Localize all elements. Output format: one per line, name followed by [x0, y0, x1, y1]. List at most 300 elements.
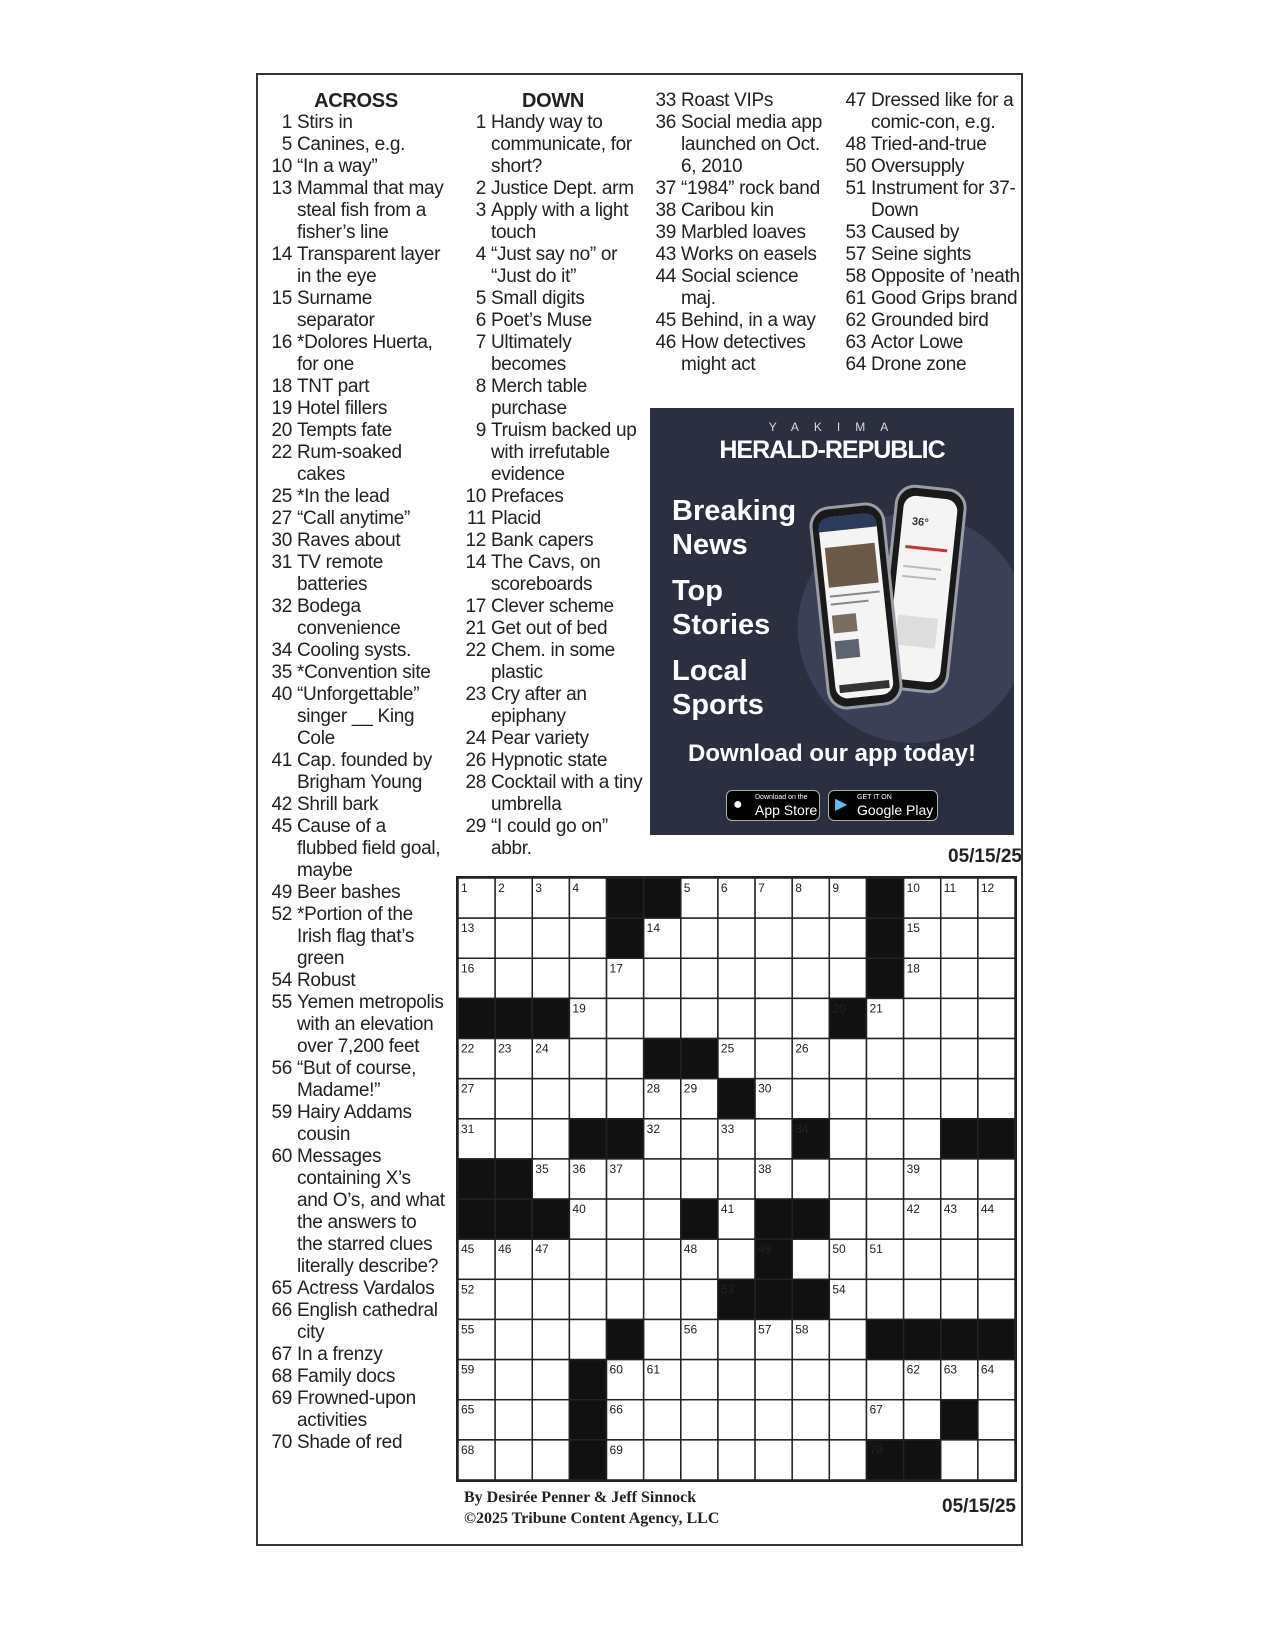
grid-cell[interactable]: [755, 958, 792, 998]
clue-text: Placid: [491, 508, 541, 529]
grid-cell[interactable]: [755, 1440, 792, 1480]
clue-item: [266, 904, 446, 970]
grid-cell[interactable]: [829, 1159, 866, 1199]
clue-item: [458, 552, 648, 596]
grid-cell[interactable]: [644, 1440, 681, 1480]
grid-cell[interactable]: [718, 1360, 755, 1400]
grid-cell[interactable]: [532, 1279, 569, 1319]
clue-text: Cooling systs.: [297, 640, 412, 661]
clue-text: Get out of bed: [491, 618, 608, 639]
grid-cell[interactable]: [866, 1279, 903, 1319]
grid-cell[interactable]: [607, 1079, 644, 1119]
grid-cell[interactable]: [569, 1039, 606, 1079]
grid-cell[interactable]: [644, 1279, 681, 1319]
grid-cell[interactable]: [718, 1400, 755, 1440]
clue-number: 1: [281, 112, 292, 133]
grid-cell[interactable]: [866, 1039, 903, 1079]
clue-text: “In a way”: [297, 156, 378, 177]
ad-tagline-top-stories: [672, 574, 812, 642]
grid-cell[interactable]: [829, 1400, 866, 1440]
phone-weather-temp: 36°: [911, 515, 930, 530]
clue-number: 14: [465, 552, 486, 573]
grid-cell[interactable]: [978, 1440, 1015, 1480]
crossword-grid-svg[interactable]: [458, 878, 1015, 1480]
grid-cell[interactable]: [532, 1360, 569, 1400]
grid-cell[interactable]: [866, 1079, 903, 1119]
clue-number: 13: [271, 178, 292, 199]
grid-block: [569, 1119, 606, 1159]
clue-item: [266, 332, 446, 376]
clue-item: [838, 134, 1023, 156]
grid-cell-number: 13: [461, 921, 475, 936]
grid-cell-number: 10: [906, 881, 920, 895]
grid-cell[interactable]: [941, 1039, 978, 1079]
grid-cell[interactable]: [644, 1159, 681, 1199]
grid-cell[interactable]: [532, 1319, 569, 1359]
grid-cell[interactable]: [681, 1440, 718, 1480]
clue-number: 34: [271, 640, 292, 661]
clue-text: Grounded bird: [871, 310, 989, 331]
grid-cell[interactable]: [792, 998, 829, 1038]
clue-item: [648, 266, 833, 310]
grid-cell[interactable]: [941, 1079, 978, 1119]
grid-cell[interactable]: [792, 1440, 829, 1480]
grid-cell[interactable]: [569, 1079, 606, 1119]
grid-cell-number: 61: [646, 1362, 661, 1377]
grid-cell[interactable]: [681, 998, 718, 1038]
clue-text: Handy way to communicate, for short?: [491, 112, 632, 177]
clue-number: 29: [465, 816, 486, 837]
clue-number: 26: [465, 750, 486, 771]
clue-text: Oversupply: [871, 156, 965, 177]
clue-number: 53: [845, 222, 866, 243]
grid-cell-number: 20: [832, 1001, 846, 1016]
grid-cell[interactable]: [904, 1239, 941, 1279]
grid-block: [495, 998, 532, 1038]
grid-cell-number: 57: [758, 1322, 772, 1337]
grid-cell[interactable]: [607, 998, 644, 1038]
clue-item: [266, 244, 446, 288]
grid-cell[interactable]: [792, 1400, 829, 1440]
grid-cell-number: 48: [683, 1242, 698, 1257]
grid-cell[interactable]: [718, 1319, 755, 1359]
clue-number: 5: [475, 288, 486, 309]
grid-cell[interactable]: [569, 1239, 606, 1279]
grid-block: [681, 1039, 718, 1079]
grid-cell-number: 68: [461, 1442, 475, 1457]
grid-block: [866, 958, 903, 998]
grid-cell[interactable]: [755, 1400, 792, 1440]
grid-cell[interactable]: [607, 1239, 644, 1279]
grid-cell[interactable]: [829, 1360, 866, 1400]
grid-block: [532, 998, 569, 1038]
across-clues-column: [266, 90, 446, 1454]
grid-cell[interactable]: [495, 918, 532, 958]
grid-cell[interactable]: [681, 958, 718, 998]
clue-number: 47: [845, 90, 866, 111]
clue-number: 57: [845, 244, 866, 265]
clue-item: [648, 310, 833, 332]
clue-item: [458, 772, 648, 816]
grid-cell[interactable]: [829, 1199, 866, 1239]
grid-cell[interactable]: [681, 918, 718, 958]
down-clues-column: [458, 90, 648, 860]
grid-cell[interactable]: [978, 1159, 1015, 1199]
grid-cell-number: 16: [461, 961, 475, 976]
grid-cell[interactable]: [607, 1199, 644, 1239]
grid-block: [866, 1319, 903, 1359]
phone-screen: [818, 512, 895, 699]
grid-cell[interactable]: [904, 1119, 941, 1159]
grid-block: [681, 1199, 718, 1239]
clue-text: Frowned-upon activities: [297, 1388, 416, 1431]
clue-number: 67: [271, 1344, 292, 1365]
clue-item: [266, 508, 446, 530]
clue-number: 49: [271, 882, 292, 903]
grid-cell-number: 32: [646, 1121, 661, 1136]
grid-cell[interactable]: [829, 1119, 866, 1159]
clue-text: “I could go on” abbr.: [491, 816, 608, 859]
ad-tagline-line: Stories: [672, 609, 771, 641]
grid-cell[interactable]: [495, 1319, 532, 1359]
clue-text: Social media app launched on Oct. 6, 2010: [681, 112, 822, 177]
grid-cell[interactable]: [755, 1360, 792, 1400]
grid-block: [718, 1079, 755, 1119]
grid-cell[interactable]: [569, 1279, 606, 1319]
grid-cell[interactable]: [978, 1400, 1015, 1440]
clue-text: Mammal that may steal fish from a fisher’s line: [297, 178, 444, 243]
grid-cell-number: 65: [461, 1402, 475, 1417]
clue-text: The Cavs, on scoreboards: [491, 552, 601, 595]
clue-text: Actress Vardalos: [297, 1278, 435, 1299]
grid-cell-number: 66: [609, 1402, 623, 1417]
grid-cell[interactable]: [866, 1159, 903, 1199]
clue-text: Actor Lowe: [871, 332, 964, 353]
clue-item: [648, 200, 833, 222]
clue-item: [458, 244, 648, 288]
grid-cell-number: 23: [498, 1041, 512, 1056]
grid-cell-number: 22: [461, 1041, 475, 1056]
byline: By Desirée Penner & Jeff Sinnock: [464, 1489, 697, 1506]
grid-cell[interactable]: [792, 958, 829, 998]
grid-cell-number: 56: [683, 1322, 698, 1337]
grid-cell[interactable]: [904, 1400, 941, 1440]
grid-cell-number: 35: [535, 1161, 549, 1176]
grid-cell[interactable]: [829, 1319, 866, 1359]
grid-cell[interactable]: [904, 998, 941, 1038]
grid-block: [607, 918, 644, 958]
clue-text: Social science maj.: [681, 266, 799, 309]
play-triangle-icon: ▶: [835, 796, 848, 813]
clue-item: [266, 684, 446, 750]
across-heading: ACROSS: [314, 90, 398, 112]
grid-cell[interactable]: [495, 1279, 532, 1319]
grid-cell[interactable]: [495, 1400, 532, 1440]
grid-cell[interactable]: [792, 1239, 829, 1279]
clue-number: 12: [465, 530, 486, 551]
clue-number: 48: [845, 134, 866, 155]
grid-cell-number: 38: [758, 1161, 772, 1176]
clue-item: [458, 332, 648, 376]
clue-item: [266, 1432, 446, 1454]
grid-cell[interactable]: [718, 998, 755, 1038]
grid-cell[interactable]: [941, 918, 978, 958]
clue-text: Hotel fillers: [297, 398, 388, 419]
clue-number: 14: [271, 244, 292, 265]
grid-cell[interactable]: [978, 1039, 1015, 1079]
grid-cell[interactable]: [532, 1079, 569, 1119]
grid-block: [792, 1279, 829, 1319]
grid-cell[interactable]: [644, 1239, 681, 1279]
grid-cell[interactable]: [978, 1279, 1015, 1319]
clue-number: 31: [271, 552, 292, 573]
grid-cell[interactable]: [718, 1440, 755, 1480]
clue-text: Beer bashes: [297, 882, 401, 903]
grid-cell-number: 19: [572, 1001, 586, 1016]
clue-number: 37: [655, 178, 676, 199]
clue-item: [266, 596, 446, 640]
grid-cell[interactable]: [829, 958, 866, 998]
clue-item: [266, 398, 446, 420]
clue-text: Truism backed up with irrefutable evidence: [491, 420, 637, 485]
grid-cell-number: 30: [758, 1081, 772, 1096]
clue-item: [458, 728, 648, 750]
clue-item: [266, 178, 446, 244]
grid-block: [866, 918, 903, 958]
grid-cell-number: 29: [683, 1081, 698, 1096]
grid-cell[interactable]: [755, 1119, 792, 1159]
clue-item: [266, 1102, 446, 1146]
grid-cell-number: 60: [609, 1362, 623, 1377]
grid-cell[interactable]: [978, 958, 1015, 998]
grid-block: [458, 1199, 495, 1239]
grid-cell[interactable]: [495, 1440, 532, 1480]
clue-text: Messages containing X’s and O’s, and what the answers to the starred clues literally describe?: [297, 1146, 445, 1277]
grid-cell[interactable]: [755, 1039, 792, 1079]
grid-cell[interactable]: [681, 1159, 718, 1199]
grid-cell-number: 6: [720, 881, 728, 895]
grid-cell[interactable]: [681, 1400, 718, 1440]
grid-cell[interactable]: [755, 918, 792, 958]
ad-tagline-line: Breaking: [672, 495, 797, 527]
ad-tagline-line: News: [672, 529, 748, 561]
grid-cell[interactable]: [941, 1159, 978, 1199]
clue-item: [838, 244, 1023, 266]
clue-item: [458, 376, 648, 420]
clue-item: [458, 816, 648, 860]
ad-tagline-line: Local: [672, 655, 748, 687]
clue-number: 33: [655, 90, 676, 111]
clue-text: Works on easels: [681, 244, 817, 265]
clue-item: [648, 222, 833, 244]
clue-item: [458, 640, 648, 684]
clue-text: How detectives might act: [681, 332, 806, 375]
grid-cell[interactable]: [644, 958, 681, 998]
grid-cell[interactable]: [792, 1079, 829, 1119]
clue-item: [458, 530, 648, 552]
clue-text: Prefaces: [491, 486, 564, 507]
grid-cell-number: 5: [683, 881, 691, 895]
grid-cell[interactable]: [829, 1079, 866, 1119]
grid-cell-number: 3: [535, 881, 542, 895]
clue-item: [266, 420, 446, 442]
grid-cell-number: 63: [943, 1362, 958, 1377]
grid-cell[interactable]: [792, 1159, 829, 1199]
clue-number: 40: [271, 684, 292, 705]
clue-text: Merch table purchase: [491, 376, 587, 419]
grid-cell-number: 26: [795, 1041, 809, 1056]
clue-item: [648, 178, 833, 200]
clue-text: Tempts fate: [297, 420, 392, 441]
grid-cell[interactable]: [644, 1199, 681, 1239]
grid-cell[interactable]: [644, 998, 681, 1038]
clue-text: Justice Dept. arm: [491, 178, 634, 199]
grid-cell-number: 14: [646, 921, 661, 936]
clue-text: “1984” rock band: [681, 178, 820, 199]
grid-cell-number: 67: [869, 1402, 883, 1417]
clue-text: Clever scheme: [491, 596, 614, 617]
clue-text: *Portion of the Irish flag that’s green: [297, 904, 415, 969]
grid-cell[interactable]: [718, 1159, 755, 1199]
clue-text: Cry after an epiphany: [491, 684, 587, 727]
google-play-button[interactable]: [828, 790, 938, 821]
clue-item: [458, 112, 648, 178]
grid-cell[interactable]: [569, 1319, 606, 1359]
clue-item: [266, 442, 446, 486]
grid-cell[interactable]: [718, 1239, 755, 1279]
grid-cell[interactable]: [644, 1400, 681, 1440]
grid-cell[interactable]: [681, 1119, 718, 1159]
grid-cell-number: 53: [720, 1282, 735, 1297]
clue-text: Chem. in some plastic: [491, 640, 615, 683]
grid-cell[interactable]: [755, 998, 792, 1038]
grid-cell[interactable]: [681, 1279, 718, 1319]
grid-cell[interactable]: [978, 918, 1015, 958]
grid-cell[interactable]: [866, 1199, 903, 1239]
grid-cell[interactable]: [495, 1360, 532, 1400]
grid-cell[interactable]: [941, 958, 978, 998]
clue-item: [458, 288, 648, 310]
clue-item: [266, 1278, 446, 1300]
grid-cell[interactable]: [829, 918, 866, 958]
grid-cell[interactable]: [866, 1360, 903, 1400]
clue-number: 21: [465, 618, 486, 639]
grid-cell[interactable]: [718, 918, 755, 958]
clue-number: 4: [475, 244, 486, 265]
grid-block: [607, 1119, 644, 1159]
clue-item: [266, 794, 446, 816]
grid-cell[interactable]: [532, 958, 569, 998]
clue-number: 54: [271, 970, 292, 991]
clue-item: [458, 200, 648, 244]
clue-item: [266, 1058, 446, 1102]
grid-cell[interactable]: [532, 1400, 569, 1440]
puzzle-credits: [464, 1487, 719, 1529]
grid-cell[interactable]: [792, 918, 829, 958]
clue-text: Family docs: [297, 1366, 396, 1387]
app-advertisement[interactable]: [650, 408, 1014, 835]
grid-cell[interactable]: [607, 1039, 644, 1079]
grid-cell[interactable]: [829, 1440, 866, 1480]
grid-cell[interactable]: [532, 918, 569, 958]
clue-number: 32: [271, 596, 292, 617]
clue-text: Caribou kin: [681, 200, 774, 221]
crossword-grid[interactable]: [456, 876, 1017, 1482]
grid-cell-number: 12: [980, 881, 995, 895]
clue-number: 22: [465, 640, 486, 661]
grid-cell[interactable]: [941, 1440, 978, 1480]
grid-block: [941, 1319, 978, 1359]
grid-cell[interactable]: [866, 1119, 903, 1159]
grid-cell[interactable]: [904, 1279, 941, 1319]
app-store-button[interactable]: [726, 790, 820, 821]
grid-cell-number: 15: [906, 921, 920, 936]
clue-number: 5: [281, 134, 292, 155]
grid-cell-number: 28: [646, 1081, 661, 1096]
clue-text: TV remote batteries: [297, 552, 383, 595]
clue-text: Opposite of ’neath: [871, 266, 1020, 287]
grid-cell-number: 52: [461, 1282, 475, 1297]
grid-block: [607, 878, 644, 918]
clue-text: *In the lead: [297, 486, 390, 507]
grid-cell-number: 24: [535, 1041, 549, 1056]
grid-cell[interactable]: [569, 918, 606, 958]
grid-cell-number: 41: [720, 1202, 735, 1217]
clue-item: [266, 662, 446, 684]
grid-cell[interactable]: [941, 1279, 978, 1319]
clue-number: 45: [271, 816, 292, 837]
app-store-label: App Store: [755, 802, 818, 818]
grid-cell[interactable]: [644, 1319, 681, 1359]
grid-cell[interactable]: [495, 1079, 532, 1119]
grid-cell[interactable]: [495, 1119, 532, 1159]
grid-cell[interactable]: [532, 1440, 569, 1480]
grid-cell-number: 49: [758, 1242, 772, 1257]
clue-text: Roast VIPs: [681, 90, 774, 111]
grid-cell[interactable]: [829, 1039, 866, 1079]
grid-cell[interactable]: [681, 1360, 718, 1400]
grid-cell[interactable]: [904, 1079, 941, 1119]
grid-block: [978, 1119, 1015, 1159]
grid-cell-number: 27: [461, 1081, 475, 1096]
grid-cell[interactable]: [941, 1239, 978, 1279]
grid-cell-number: 64: [980, 1362, 995, 1377]
clue-text: Good Grips brand: [871, 288, 1018, 309]
grid-cell[interactable]: [978, 998, 1015, 1038]
clue-number: 45: [655, 310, 676, 331]
grid-cell[interactable]: [607, 1279, 644, 1319]
grid-cell[interactable]: [792, 1360, 829, 1400]
grid-cell[interactable]: [904, 1039, 941, 1079]
grid-block: [792, 1199, 829, 1239]
clue-number: 68: [271, 1366, 292, 1387]
clue-text: Bodega convenience: [297, 596, 401, 639]
grid-cell[interactable]: [978, 1079, 1015, 1119]
clue-number: 10: [465, 486, 486, 507]
grid-block: [866, 878, 903, 918]
clue-item: [648, 244, 833, 266]
grid-cell[interactable]: [941, 998, 978, 1038]
grid-cell[interactable]: [532, 1119, 569, 1159]
grid-cell[interactable]: [978, 1239, 1015, 1279]
clue-text: “But of course, Madame!”: [297, 1058, 417, 1101]
clue-item: [458, 420, 648, 486]
clue-text: Transparent layer in the eye: [297, 244, 441, 287]
grid-cell[interactable]: [569, 958, 606, 998]
grid-cell[interactable]: [495, 958, 532, 998]
grid-cell[interactable]: [718, 958, 755, 998]
grid-cell-number: 44: [980, 1202, 995, 1217]
